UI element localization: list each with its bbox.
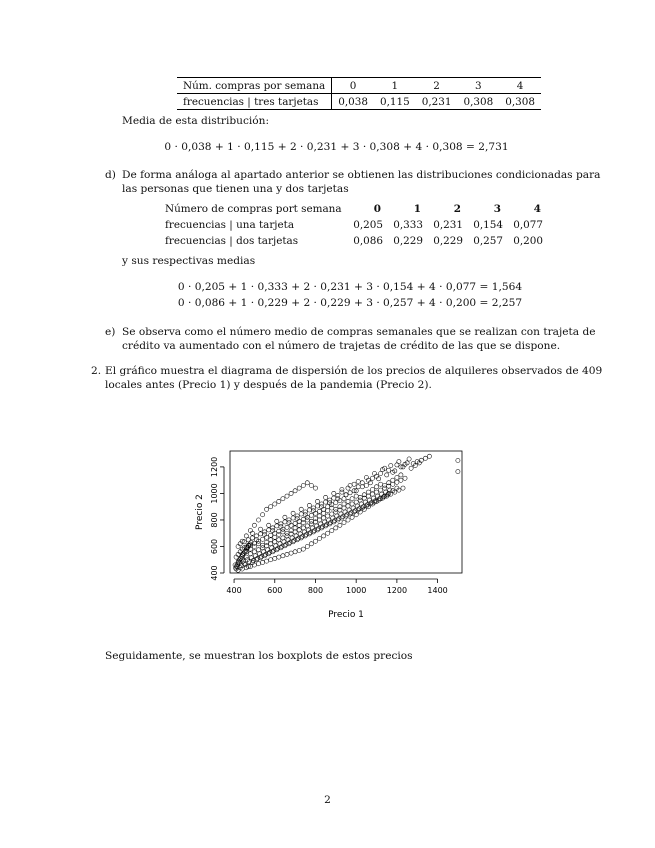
scatter-point xyxy=(356,479,360,483)
scatter-point xyxy=(291,516,295,520)
scatter-point xyxy=(255,556,259,560)
scatter-point xyxy=(297,486,301,490)
media-label: Media de esta distribución: xyxy=(122,115,270,127)
scatter-point xyxy=(407,457,411,461)
scatter-point xyxy=(301,483,305,487)
scatter-point xyxy=(379,488,383,492)
scatter-point xyxy=(309,519,313,523)
table-cell: 0,308 xyxy=(457,94,499,110)
scatter-point xyxy=(328,522,332,526)
scatter-point xyxy=(297,528,301,532)
scatter-point xyxy=(334,507,338,511)
scatter-point xyxy=(332,491,336,495)
scatter-point xyxy=(348,483,352,487)
table-cell: 0,086 xyxy=(353,234,383,247)
item-e-line2: crédito va aumentado con el número de trajetas de crédito de las que se dispone. xyxy=(122,340,561,352)
scatter-point xyxy=(285,525,289,529)
scatter-point xyxy=(281,497,285,501)
y-tick-label: 1000 xyxy=(210,483,219,504)
scatter-point xyxy=(305,518,309,522)
y-tick-label: 600 xyxy=(210,538,219,555)
scatter-point xyxy=(291,540,295,544)
scatter-point xyxy=(326,531,330,535)
scatter-point xyxy=(271,529,275,533)
scatter-point xyxy=(326,505,330,509)
x-tick-label: 400 xyxy=(226,586,242,595)
y-axis xyxy=(210,457,224,581)
scatter-point xyxy=(323,520,327,524)
scatter-point xyxy=(305,481,309,485)
y-tick-label: 400 xyxy=(210,565,219,581)
scatter-point xyxy=(353,509,357,513)
scatter-point xyxy=(395,475,399,479)
x-axis-label: Precio 1 xyxy=(328,610,364,620)
scatter-point xyxy=(379,471,383,475)
table-row-label: frecuencias | tres tarjetas xyxy=(177,94,332,110)
scatter-point xyxy=(354,513,358,517)
scatter-point xyxy=(307,508,311,512)
scatter-point xyxy=(270,546,274,550)
scatter-point xyxy=(299,536,303,540)
table-header-cell: 1 xyxy=(374,78,416,94)
scatter-point xyxy=(256,542,260,546)
scatter-point xyxy=(294,534,298,538)
x-axis xyxy=(226,579,447,595)
scatter-point xyxy=(273,502,277,506)
scatter-point xyxy=(277,499,281,503)
scatter-point xyxy=(281,536,285,540)
frequency-table-three-cards xyxy=(177,77,541,110)
scatter-point xyxy=(293,550,297,554)
scatter-point xyxy=(301,547,305,551)
scatter-point xyxy=(350,502,354,506)
y-axis-label: Precio 2 xyxy=(195,494,205,530)
x-tick-label: 600 xyxy=(267,586,283,595)
scatter-point xyxy=(322,534,326,538)
scatter-point xyxy=(281,554,285,558)
scatter-point xyxy=(317,509,321,513)
scatter-point xyxy=(273,531,277,535)
scatter-point xyxy=(256,548,260,552)
scatter-point xyxy=(299,512,303,516)
table-cell: 0,308 xyxy=(499,94,541,110)
x-tick-label: 1400 xyxy=(427,586,448,595)
scatter-point xyxy=(269,542,273,546)
scatter-point xyxy=(269,533,273,537)
scatter-point xyxy=(267,528,271,532)
table-cell: 0,154 xyxy=(473,218,503,231)
scatter-point xyxy=(261,543,265,547)
scatter-point xyxy=(389,464,393,468)
scatter-point xyxy=(269,538,273,542)
table-row-label: frecuencias | dos tarjetas xyxy=(165,234,299,247)
x-tick-label: 1200 xyxy=(386,586,408,595)
table-cell: 0,231 xyxy=(433,218,463,231)
scatter-point xyxy=(313,511,317,515)
scatter-point xyxy=(281,530,285,534)
scatter-point xyxy=(344,493,348,497)
scatter-point xyxy=(325,523,329,527)
scatter-point xyxy=(427,454,431,458)
table-cell: 0,200 xyxy=(513,234,543,247)
scatter-point xyxy=(370,487,374,491)
scatter-point xyxy=(309,483,313,487)
after-chart-text: Seguidamente, se muestran los boxplots de estos precios xyxy=(105,650,413,662)
scatter-point xyxy=(385,473,389,477)
scatter-point xyxy=(366,490,370,494)
table-header-cell: 4 xyxy=(499,78,541,94)
scatter-point xyxy=(350,515,354,519)
scatter-point xyxy=(252,550,256,554)
scatter-point xyxy=(307,503,311,507)
y-tick-label: 1200 xyxy=(210,456,219,478)
scatter-point xyxy=(377,477,381,481)
scatter-point xyxy=(423,456,427,460)
scatter-point xyxy=(370,492,374,496)
table-cell: 0,229 xyxy=(433,234,463,247)
scatter-point xyxy=(456,458,460,462)
scatter-point xyxy=(268,550,272,554)
scatter-point xyxy=(399,478,403,482)
scatter-point xyxy=(374,490,378,494)
scatter-point xyxy=(311,530,315,534)
scatter-point xyxy=(322,511,326,515)
scatter-point xyxy=(250,536,254,540)
scatter-point xyxy=(334,526,338,530)
table-header-cell: 1 xyxy=(413,202,421,215)
scatter-point xyxy=(297,548,301,552)
table-header-cell: 3 xyxy=(457,78,499,94)
scatter-point xyxy=(277,555,281,559)
scatter-point xyxy=(315,499,319,503)
scatter-point xyxy=(335,514,339,518)
scatter-point xyxy=(330,512,334,516)
table-row-label: frecuencias | una tarjeta xyxy=(165,218,295,231)
scatter-point xyxy=(342,502,346,506)
item-d-line1: De forma análoga al apartado anterior se obtienen las distribuciones condicionadas para xyxy=(122,169,601,181)
scatter-point xyxy=(279,546,283,550)
scatter-point xyxy=(301,526,305,530)
scatter-point xyxy=(285,494,289,498)
scatter-point xyxy=(285,552,289,556)
scatter-point xyxy=(340,516,344,520)
scatter-point xyxy=(266,548,270,552)
scatter-point xyxy=(267,523,271,527)
x-tick-label: 800 xyxy=(307,586,324,595)
scatter-point xyxy=(289,491,293,495)
scatter-point xyxy=(383,483,387,487)
scatter-point xyxy=(311,509,315,513)
scatter-point xyxy=(378,497,382,501)
scatter-point xyxy=(315,504,319,508)
scatter-point xyxy=(282,540,286,544)
scatter-point xyxy=(291,511,295,515)
scatter-point xyxy=(289,551,293,555)
scatter-point xyxy=(366,494,370,498)
scatter-point xyxy=(395,480,399,484)
plot-frame xyxy=(230,451,462,573)
scatter-point xyxy=(352,510,356,514)
item-d-line2: las personas que tienen una y dos tarjetas xyxy=(122,183,349,195)
scatter-point xyxy=(261,537,265,541)
scatter-point xyxy=(370,476,374,480)
table-header-cell: 0 xyxy=(373,202,381,215)
scatter-point xyxy=(273,535,277,539)
table-header-label: Número de compras port semana xyxy=(165,202,342,215)
scatter-point xyxy=(352,482,356,486)
scatter-point xyxy=(409,466,413,470)
scatter-point xyxy=(342,497,346,501)
table-cell: 0,115 xyxy=(374,94,416,110)
scatter-point xyxy=(299,507,303,511)
scatter-point xyxy=(334,501,338,505)
scatter-point xyxy=(295,538,299,542)
medias-equation-1: 0 · 0,205 + 1 · 0,333 + 2 · 0,231 + 3 · 0,154 + 4 · 0,077 = 1,564 xyxy=(177,281,523,293)
scatter-point xyxy=(277,538,281,542)
table-cell: 0,077 xyxy=(513,218,543,231)
scatter-point xyxy=(297,523,301,527)
scatter-point xyxy=(293,526,297,530)
scatter-point xyxy=(269,558,273,562)
scatter-point xyxy=(256,562,260,566)
scatter-point xyxy=(326,509,330,513)
scatter-point xyxy=(315,528,319,532)
scatter-point xyxy=(283,544,287,548)
scatter-point xyxy=(265,559,269,563)
scatter-point xyxy=(258,527,262,531)
scatter-point xyxy=(326,514,330,518)
media-equation: 0 · 0,038 + 1 · 0,115 + 2 · 0,231 + 3 · 0,308 + 4 · 0,308 = 2,731 xyxy=(164,141,509,153)
medias-equation-2: 0 · 0,086 + 1 · 0,229 + 2 · 0,229 + 3 · 0,257 + 4 · 0,200 = 2,257 xyxy=(177,297,523,309)
scatter-point xyxy=(320,526,324,530)
scatter-point xyxy=(391,478,395,482)
table-header-label: Núm. compras por semana xyxy=(177,78,332,94)
scatter-point xyxy=(265,507,269,511)
table-header-cell: 0 xyxy=(332,78,374,94)
scatter-point xyxy=(258,556,262,560)
table-cell: 0,205 xyxy=(353,218,383,231)
scatter-point xyxy=(322,516,326,520)
y-tick-label: 800 xyxy=(210,512,219,528)
scatter-point xyxy=(275,524,279,528)
scatter-point xyxy=(324,495,328,499)
table-cell: 0,257 xyxy=(473,234,503,247)
scatter-point xyxy=(254,534,258,538)
item-2-marker: 2. xyxy=(91,365,102,377)
scatter-point xyxy=(401,486,405,490)
scatter-point xyxy=(293,521,297,525)
scatter-point xyxy=(283,520,287,524)
scatter-point xyxy=(261,560,265,564)
scatter-point xyxy=(275,519,279,523)
scatter-point xyxy=(310,526,314,530)
scatter-point xyxy=(363,500,367,504)
scatter-point xyxy=(379,482,383,486)
scatter-point xyxy=(342,521,346,525)
medias-label: y sus respectivas medias xyxy=(122,255,256,267)
scatter-point xyxy=(309,513,313,517)
scatter-point xyxy=(387,468,391,472)
x-tick-label: 1000 xyxy=(345,586,367,595)
scatter-point xyxy=(342,506,346,510)
scatter-point xyxy=(289,523,293,527)
scatter-point xyxy=(252,523,256,527)
scatter-point xyxy=(346,499,350,503)
scatter-point xyxy=(283,515,287,519)
scatter-point xyxy=(403,476,407,480)
table-header-cell: 3 xyxy=(493,202,501,215)
table-cell: 0,229 xyxy=(393,234,423,247)
scatter-point xyxy=(338,523,342,527)
scatter-point xyxy=(346,486,350,490)
scatter-point xyxy=(340,487,344,491)
scatter-point xyxy=(293,530,297,534)
scatter-point xyxy=(271,550,275,554)
item-e-marker: e) xyxy=(105,326,116,338)
scatter-point xyxy=(356,485,360,489)
frequency-table-one-two-cards xyxy=(165,201,543,249)
scatter-point xyxy=(273,540,277,544)
scatter-point xyxy=(296,536,300,540)
table-header-cell: 2 xyxy=(416,78,458,94)
scatter-point xyxy=(284,542,288,546)
scatter-points xyxy=(233,454,460,572)
scatter-point xyxy=(293,489,297,493)
scatter-point xyxy=(351,506,355,510)
scatter-point xyxy=(337,517,341,521)
table-header-cell: 2 xyxy=(453,202,461,215)
scatter-point xyxy=(275,548,279,552)
scatter-point xyxy=(253,554,257,558)
table-cell: 0,231 xyxy=(416,94,458,110)
scatter-point xyxy=(309,542,313,546)
scatter-point xyxy=(313,539,317,543)
scatter-point xyxy=(246,538,250,542)
scatter-point xyxy=(272,548,276,552)
scatter-point xyxy=(254,558,258,562)
scatter-point xyxy=(236,544,240,548)
scatter-point xyxy=(317,518,321,522)
scatter-point xyxy=(269,505,273,509)
scatter-point xyxy=(273,556,277,560)
scatter-point xyxy=(346,518,350,522)
scatter-point xyxy=(248,552,252,556)
scatter-point xyxy=(287,542,291,546)
scatter-point xyxy=(397,460,401,464)
scatter-point xyxy=(391,482,395,486)
scatter-point xyxy=(332,496,336,500)
scatter-point xyxy=(285,531,289,535)
scatter-point xyxy=(456,470,460,474)
scatter-point xyxy=(350,497,354,501)
scatter-point xyxy=(305,524,309,528)
table-header-cell: 4 xyxy=(533,202,541,215)
table-cell: 0,333 xyxy=(393,218,423,231)
scatter-point xyxy=(358,495,362,499)
scatter-point xyxy=(354,500,358,504)
scatter-point xyxy=(374,485,378,489)
item-d-marker: d) xyxy=(105,169,116,181)
item-e-line1: Se observa como el número medio de compras semanales que se realizan con trajeta de xyxy=(122,326,596,338)
scatter-point xyxy=(261,513,265,517)
scatter-point xyxy=(375,494,379,498)
scatter-point xyxy=(348,491,352,495)
scatter-point xyxy=(360,481,364,485)
scatter-point xyxy=(317,536,321,540)
scatter-point xyxy=(360,485,364,489)
scatter-point xyxy=(305,544,309,548)
scatter-point xyxy=(317,514,321,518)
page-number: 2 xyxy=(324,794,331,806)
table-cell: 0,038 xyxy=(332,94,374,110)
scatter-plot xyxy=(180,440,480,630)
scatter-point xyxy=(364,483,368,487)
scatter-point xyxy=(287,521,291,525)
scatter-point xyxy=(258,532,262,536)
scatter-point xyxy=(324,500,328,504)
scatter-point xyxy=(346,504,350,508)
scatter-point xyxy=(330,529,334,533)
scatter-point xyxy=(399,473,403,477)
scatter-point xyxy=(324,524,328,528)
item-2-line1: El gráfico muestra el diagrama de dispersión de los precios de alquileres observados de 409 xyxy=(105,365,603,377)
scatter-point xyxy=(354,494,358,498)
scatter-point xyxy=(312,529,316,533)
scatter-point xyxy=(244,534,248,538)
scatter-point xyxy=(313,486,317,490)
scatter-point xyxy=(332,520,336,524)
item-2-line2: locales antes (Precio 1) y después de la pandemia (Precio 2). xyxy=(105,379,432,391)
scatter-point xyxy=(256,518,260,522)
